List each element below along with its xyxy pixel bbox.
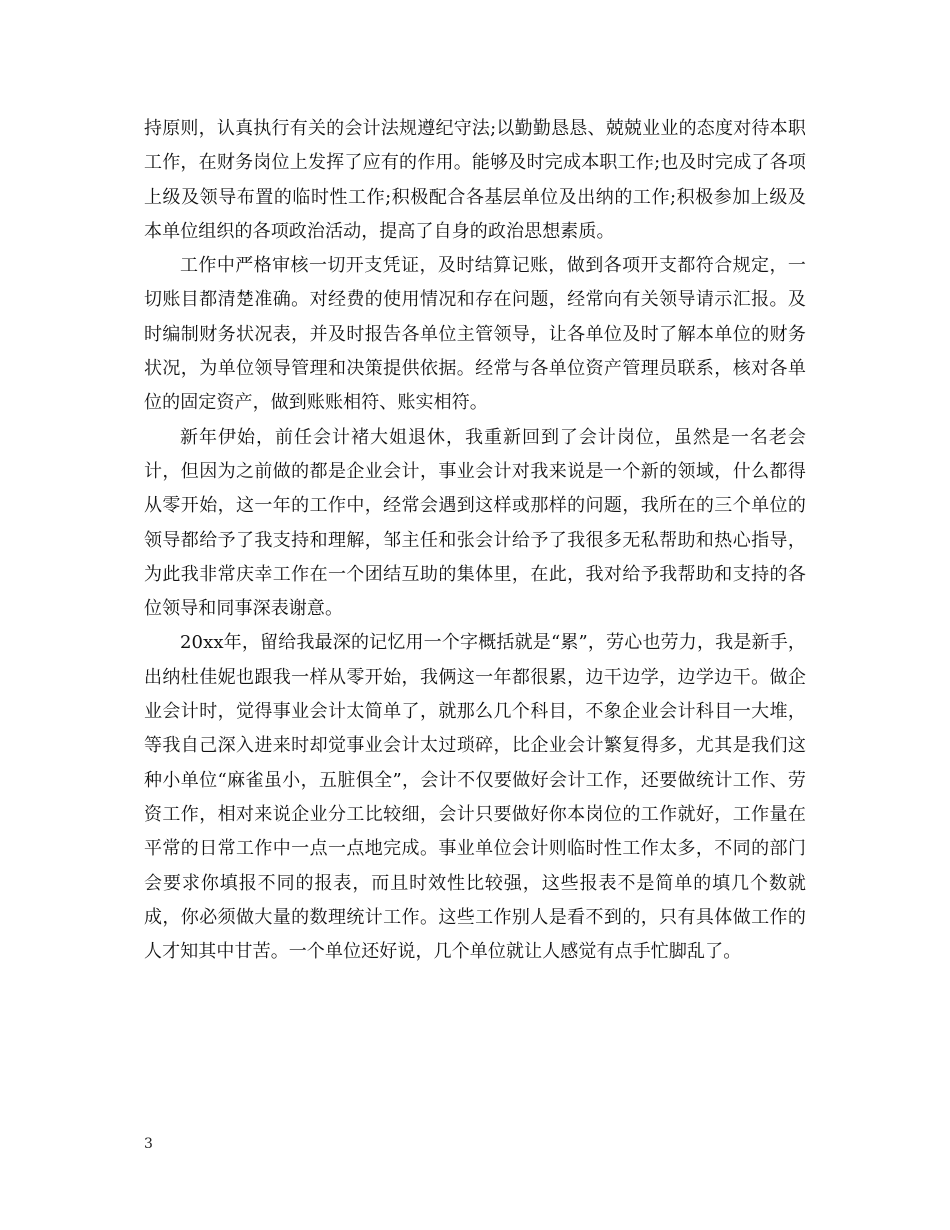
page-number: 3 — [144, 1136, 153, 1152]
paragraph-4: 20xx年，留给我最深的记忆用一个字概括就是“累”，劳心也劳力，我是新手，出纳杜佳妮也跟我一样从零开始，我俩这一年都很累，边干边学，边学边干。做企业会计时，觉得事业会计太简单了，就那么几个科目，不象企业会计科目一大堆，等我自己深入进来时却觉事业会计太过琐碎，比企业会计繁复得多，尤其是我们这种小单位“麻雀虽小，五脏俱全”，会计不仅要做好会计工作，还要做统计工作、劳资工作，相对来说企业分工比较细，会计只要做好你本岗位的工作就好，工作量在平常的日常工作中一点一点地完成。事业单位会计则临时性工作太多，不同的部门会要求你填报不同的报表，而且时效性比较强，这些报表不是简单的填几个数就成，你必须做大量的数理统计工作。这些工作别人是看不到的，只有具体做工作的人才知其中甘苦。一个单位还好说，几个单位就让人感觉有点手忙脚乱了。 — [144, 632, 806, 963]
paragraph-2: 工作中严格审核一切开支凭证，及时结算记账，做到各项开支都符合规定，一切账目都清楚准确。对经费的使用情况和存在问题，经常向有关领导请示汇报。及时编制财务状况表，并及时报告各单位主管领导，让各单位及时了解本单位的财务状况，为单位领导管理和决策提供依据。经常与各单位资产管理员联系，核对各单位的固定资产，做到账账相符、账实相符。 — [144, 255, 806, 414]
paragraph-3: 新年伊始，前任会计褚大姐退休，我重新回到了会计岗位，虽然是一名老会计，但因为之前做的都是企业会计，事业会计对我来说是一个新的领域，什么都得从零开始，这一年的工作中，经常会遇到这样或那样的问题，我所在的三个单位的领导都给予了我支持和理解，邹主任和张会计给予了我很多无私帮助和热心指导，为此我非常庆幸工作在一个团结互助的集体里，在此，我对给予我帮助和支持的各位领导和同事深表谢意。 — [144, 426, 806, 620]
paragraph-1: 持原则，认真执行有关的会计法规遵纪守法;以勤勤恳恳、兢兢业业的态度对待本职工作，在财务岗位上发挥了应有的作用。能够及时完成本职工作;也及时完成了各项上级及领导布置的临时性工作;积极配合各基层单位及出纳的工作;积极参加上级及本单位组织的各项政治活动，提高了自身的政治思想素质。 — [144, 118, 806, 242]
document-body — [144, 112, 806, 969]
